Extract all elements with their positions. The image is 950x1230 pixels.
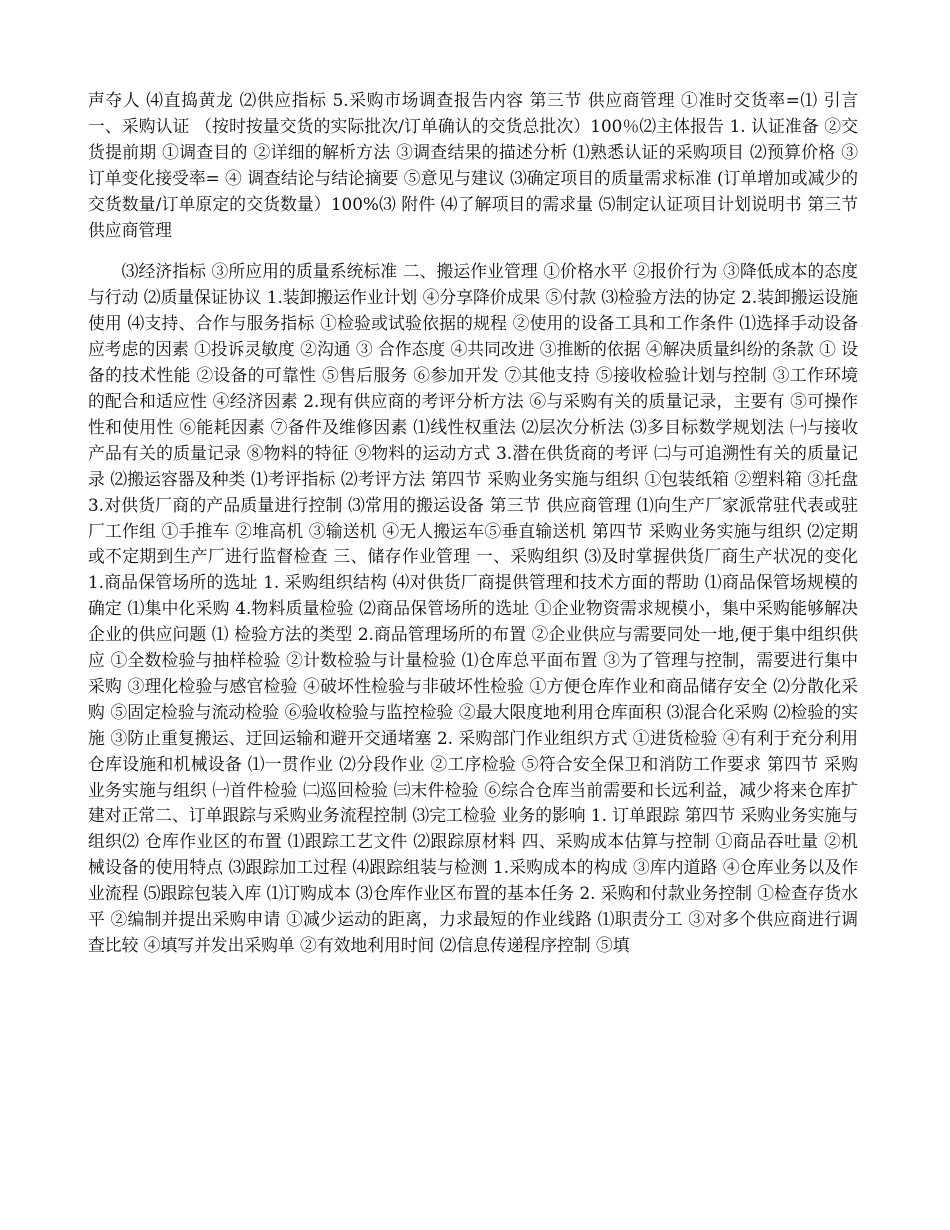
paragraph-1: 声夺人 ⑷直捣黄龙 ⑵供应指标 5.采购市场调查报告内容 第三节 供应商管理 ①准时交货率=⑴ 引言 一、采购认证 （按时按量交货的实际批次/订单确认的交货总批次）100％⑵主体报告 1. 认证准备 ②交货提前期 ①调查目的 ②详细的解析方法 ③调查结果的描述分析 ⑴熟悉认证的采购项目 ⑵预算价格 ③订单变化接受率= ④ 调查结论与结论摘要 ⑤意见与建议 ⑶确定项目的质量需求标准 (订单增加或减少的交货数量/订单原定的交货数量）100%⑶ 附件 ⑷了解项目的需求量 ⑸制定认证项目计划说明书 第三节 供应商管理 [88,90,858,240]
paragraph-2: ⑶经济指标 ③所应用的质量系统标准 二、搬运作业管理 ①价格水平 ②报价行为 ③降低成本的态度与行动 ⑵质量保证协议 1.装卸搬运作业计划 ④分享降价成果 ⑤付款 ⑶检验方法的协定 2.装卸搬运设施使用 ⑷支持、合作与服务指标 ①检验或试验依据的规程 ②使用的设备工具和工作条件 ⑴选择手动设备应考虑的因素 ①投诉灵敏度 ②沟通 ③ 合作态度 ④共同改进 ③推断的依据 ④解决质量纠纷的条款 ① 设备的技术性能 ②设备的可靠性 ⑤售后服务 ⑥参加开发 ⑦其他支持 ⑤接收检验计划与控制 ③工作环境的配合和适应性 ④经济因素 2.现有供应商的考评分析方法 ⑥与采购有关的质量记录，主要有 ⑤可操作性和使用性 ⑥能耗因素 ⑦备件及维修因素 ⑴线性权重法 ⑵层次分析法 ⑶多目标数学规划法 ㈠与接收产品有关的质量记录 ⑧物料的特征 ⑨物料的运动方式 3.潜在供货商的考评 ㈡与可追溯性有关的质量记录 ⑵搬运容器及种类 ⑴考评指标 ⑵考评方法 第四节 采购业务实施与组织 ①包装纸箱 ②塑料箱 ③托盘 3.对供货厂商的产品质量进行控制 ⑶常用的搬运设备 第三节 供应商管理 ⑴向生产厂家派常驻代表或驻厂工作组 ①手推车 ②堆高机 ③输送机 ④无人搬运车⑤垂直输送机 第四节 采购业务实施与组织 ⑵定期或不定期到生产厂进行监督检查 三、储存作业管理 一、采购组织 ⑶及时掌握供货厂商生产状况的变化 1.商品保管场所的选址 1. 采购组织结构 ⑷对供货厂商提供管理和技术方面的帮助 ⑴商品保管场规模的确定 ⑴集中化采购 4.物料质量检验 ⑵商品保管场所的选址 ①企业物资需求规模小，集中采购能够解决企业的供应问题 ⑴ 检验方法的类型 2.商品管理场所的布置 ②企业供应与需要同处一地,便于集中组织供应 ①全数检验与抽样检验 ②计数检验与计量检验 ⑴仓库总平面布置 ③为了管理与控制，需要进行集中采购 ③理化检验与感官检验 ④破坏性检验与非破坏性检验 ①方便仓库作业和商品储存安全 ⑵分散化采购 ⑤固定检验与流动检验 ⑥验收检验与监控检验 ②最大限度地利用仓库面积 ⑶混合化采购 ⑵检验的实施 ③防止重复搬运、迂回运输和避开交通堵塞 2. 采购部门作业组织方式 ①进货检验 ④有利于充分利用仓库设施和机械设备 ⑴一贯作业 ⑵分段作业 ②工序检验 ⑤符合安全保卫和消防工作要求 第四节 采购业务实施与组织 ㈠首件检验 ㈡巡回检验 ㈢末件检验 ⑥综合仓库当前需要和长远利益，减少将来仓库扩建对正常二、订单跟踪与采购业务流程控制 ⑶完工检验 业务的影响 1. 订单跟踪 第四节 采购业务实施与组织⑵ 仓库作业区的布置 ⑴跟踪工艺文件 ⑵跟踪原材料 四、采购成本估算与控制 ①商品吞吐量 ②机械设备的使用特点 ⑶跟踪加工过程 ⑷跟踪组装与检测 1.采购成本的构成 ③库内道路 ④仓库业务以及作业流程 ⑸跟踪包装入库 ⑴订购成本 ⑶仓库作业区布置的基本任务 2. 采购和付款业务控制 ①检查存货水平 ②编制并提出采购申请 ①减少运动的距离，力求最短的作业线路 ⑴职责分工 ③对多个供应商进行调查比较 ④填写并发出采购单 ②有效地利用时间 ⑵信息传递程序控制 ⑤填 [88,261,858,955]
document-page [88,88,858,959]
